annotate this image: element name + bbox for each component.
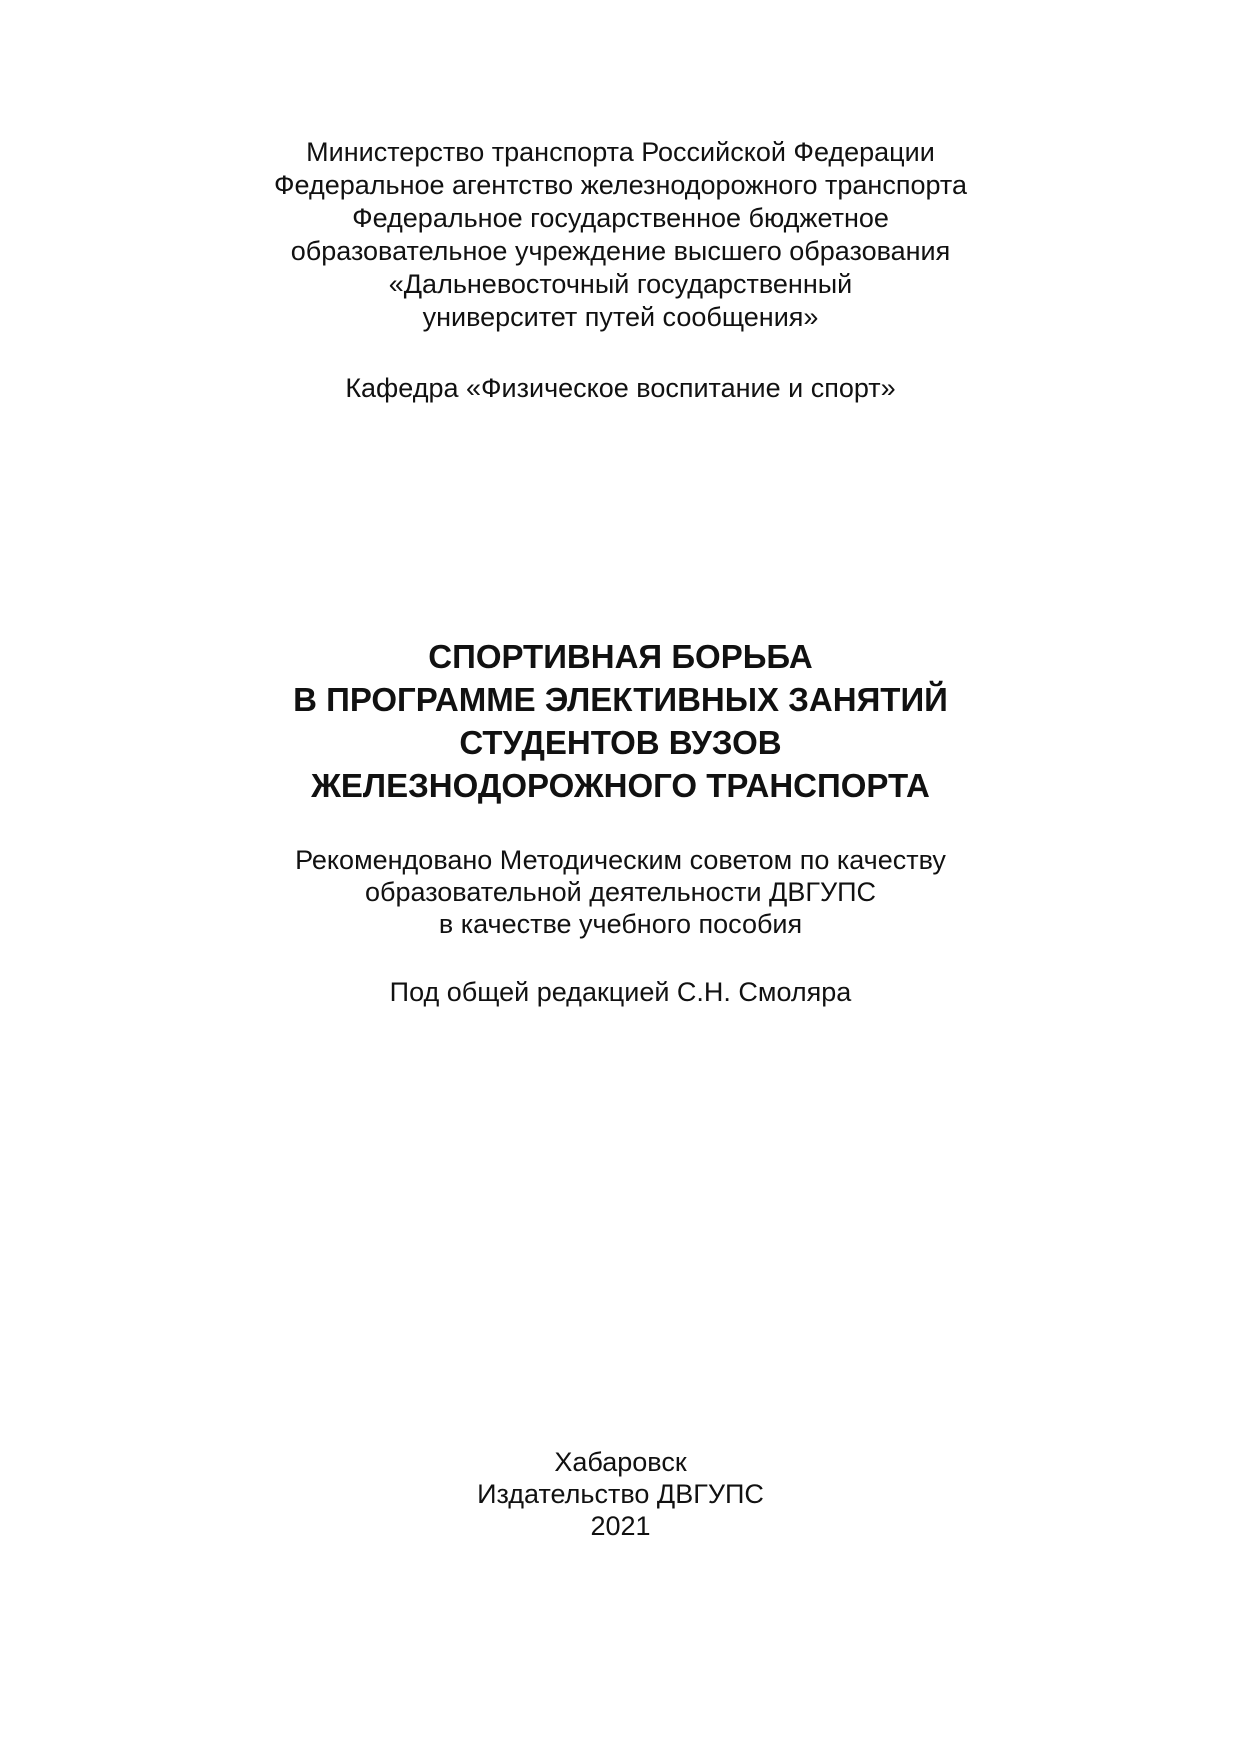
ministry-line: Министерство транспорта Российской Федерации — [306, 137, 935, 167]
university-name-line-2: университет путей сообщения» — [422, 302, 819, 332]
title-line-2: В ПРОГРАММЕ ЭЛЕКТИВНЫХ ЗАНЯТИЙ — [293, 681, 948, 718]
imprint-publisher: Издательство ДВГУПС — [477, 1479, 764, 1509]
editor-credit: Под общей редакцией С.Н. Смоляра — [389, 977, 852, 1007]
institution-type-line-2: образовательное учреждение высшего образования — [290, 236, 951, 266]
imprint-city: Хабаровск — [554, 1447, 687, 1477]
recommendation-line-1: Рекомендовано Методическим советом по качеству — [295, 845, 946, 875]
title-line-4: ЖЕЛЕЗНОДОРОЖНОГО ТРАНСПОРТА — [311, 767, 930, 804]
agency-line: Федеральное агентство железнодорожного транспорта — [274, 170, 967, 200]
title-line-1: СПОРТИВНАЯ БОРЬБА — [428, 638, 813, 675]
university-name-line: «Дальневосточный государственный — [388, 269, 853, 299]
recommendation-note — [0, 844, 1241, 940]
book-title — [0, 635, 1241, 807]
title-line-3: СТУДЕНТОВ ВУЗОВ — [459, 724, 782, 761]
department-name: Кафедра «Физическое воспитание и спорт» — [345, 373, 896, 403]
recommendation-line-2: образовательной деятельности ДВГУПС — [364, 877, 877, 907]
imprint-year: 2021 — [590, 1511, 651, 1541]
recommendation-line-3: в качестве учебного пособия — [438, 909, 803, 939]
imprint — [0, 1446, 1241, 1542]
institution-type-line: Федеральное государственное бюджетное — [352, 203, 889, 233]
institution-header — [0, 136, 1241, 334]
